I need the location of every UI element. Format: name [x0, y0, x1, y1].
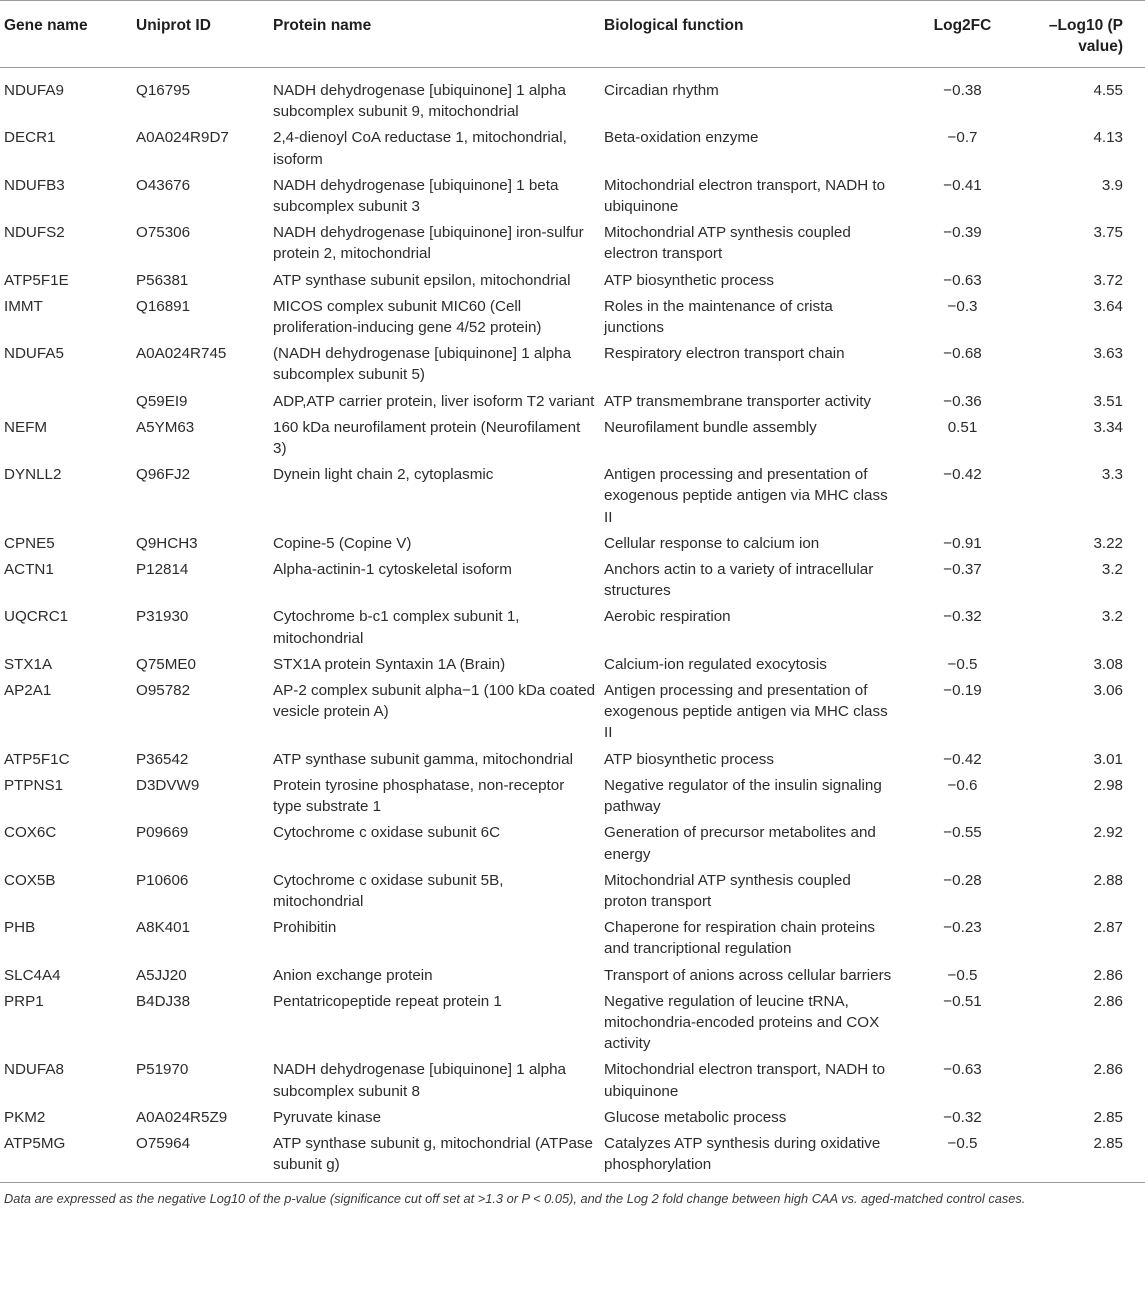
cell-protein-name: ADP,ATP carrier protein, liver isoform T2 variant: [273, 392, 595, 410]
cell-log10p: 3.22: [1093, 534, 1123, 552]
cell-gene-name: ATP5F1E: [4, 271, 69, 289]
cell-protein-name: Dynein light chain 2, cytoplasmic: [273, 466, 494, 484]
table-row: [0, 917, 1145, 964]
cell-uniprot-id: A5JJ20: [136, 966, 187, 984]
cell-biological-function: Mitochondrial ATP synthesis coupled proton transport: [604, 871, 851, 910]
header-gene-name: Gene name: [0, 1, 132, 68]
cell-protein-name: AP-2 complex subunit alpha−1 (100 kDa coated vesicle protein A): [273, 682, 596, 721]
cell-gene-name: COX6C: [4, 824, 57, 842]
cell-uniprot-id: P09669: [136, 824, 189, 842]
cell-uniprot-id: Q96FJ2: [136, 466, 191, 484]
cell-protein-name: NADH dehydrogenase [ubiquinone] 1 alpha subcomplex subunit 8: [273, 1061, 566, 1100]
cell-log10p: 2.92: [1093, 824, 1123, 842]
table-row: [0, 1133, 1145, 1183]
cell-protein-name: MICOS complex subunit MIC60 (Cell proliferation-inducing gene 4/52 protein): [273, 297, 542, 337]
table-row: [0, 222, 1145, 269]
cell-protein-name: Prohibitin: [273, 919, 337, 937]
cell-log10p: 3.63: [1093, 345, 1123, 363]
cell-log10p: 3.64: [1093, 297, 1123, 315]
table-row: [0, 870, 1145, 917]
cell-log2fc: −0.28: [943, 871, 982, 889]
cell-protein-name: ATP synthase subunit g, mitochondrial (ATPase subunit g): [269, 1133, 600, 1183]
cell-uniprot-id: P31930: [136, 608, 189, 626]
cell-gene-name: NDUFA8: [4, 1061, 64, 1079]
cell-protein-name: NADH dehydrogenase [ubiquinone] iron-sulfur protein 2, mitochondrial: [273, 224, 584, 263]
cell-log10p: 2.85: [1025, 1133, 1145, 1183]
cell-log2fc: −0.68: [943, 345, 982, 363]
cell-log2fc: −0.5: [947, 655, 978, 673]
cell-gene-name: ATP5MG: [0, 1133, 132, 1183]
cell-biological-function: Generation of precursor metabolites and energy: [604, 824, 876, 863]
table-row: [0, 775, 1145, 822]
cell-uniprot-id: P36542: [136, 750, 189, 768]
cell-log2fc: −0.41: [943, 176, 982, 194]
table-footnote: Data are expressed as the negative Log10 of the p-value (significance cut off set at >1.3 or P < 0.05), and the Log 2 fold change between high CAA vs. aged-matched control cases.: [4, 1191, 1026, 1207]
cell-uniprot-id: A0A024R745: [136, 345, 227, 363]
cell-protein-name: Protein tyrosine phosphatase, non-receptor type substrate 1: [273, 776, 565, 816]
cell-gene-name: DYNLL2: [4, 466, 62, 484]
cell-biological-function: Transport of anions across cellular barriers: [604, 966, 892, 984]
cell-uniprot-id: A0A024R5Z9: [136, 1108, 228, 1126]
table-row: [0, 343, 1145, 390]
cell-uniprot-id: Q59EI9: [136, 392, 188, 410]
table-row: [0, 991, 1145, 1060]
header-uniprot-id: Uniprot ID: [132, 1, 269, 68]
cell-log2fc: −0.63: [943, 1061, 982, 1079]
cell-log10p: 3.72: [1093, 271, 1123, 289]
cell-biological-function: Aerobic respiration: [604, 608, 731, 626]
cell-protein-name: Anion exchange protein: [273, 966, 433, 984]
cell-biological-function: Roles in the maintenance of crista junctions: [604, 297, 833, 337]
cell-log2fc: −0.42: [943, 466, 982, 484]
table-row: [0, 68, 1145, 128]
cell-log2fc: −0.63: [943, 271, 982, 289]
cell-gene-name: ATP5F1C: [4, 750, 70, 768]
cell-log10p: 2.85: [1093, 1108, 1123, 1126]
cell-biological-function: ATP biosynthetic process: [604, 750, 774, 768]
cell-uniprot-id: O95782: [136, 682, 191, 700]
table-row: [0, 533, 1145, 559]
cell-biological-function: Mitochondrial ATP synthesis coupled electron transport: [604, 224, 851, 263]
cell-log10p: 3.51: [1093, 392, 1123, 410]
cell-uniprot-id: A0A024R9D7: [136, 129, 229, 147]
header-log2fc: Log2FC: [900, 1, 1025, 68]
cell-log2fc: −0.7: [947, 129, 978, 147]
cell-biological-function: Cellular response to calcium ion: [604, 534, 820, 552]
cell-log2fc: −0.5: [947, 966, 978, 984]
header-row: [0, 1, 1145, 68]
table-row: [0, 417, 1145, 464]
table-row: [0, 391, 1145, 417]
table-row: [0, 606, 1145, 653]
cell-uniprot-id: O75964: [132, 1133, 269, 1183]
cell-gene-name: NDUFB3: [4, 176, 65, 194]
table-row: [0, 1059, 1145, 1106]
cell-gene-name: NDUFS2: [4, 224, 65, 242]
header-log10p: –Log10 (P value): [1025, 1, 1145, 68]
table-row: [0, 654, 1145, 680]
cell-uniprot-id: A8K401: [136, 919, 191, 937]
cell-biological-function: ATP biosynthetic process: [604, 271, 774, 289]
cell-log10p: 2.86: [1093, 992, 1123, 1010]
table-row: [0, 965, 1145, 991]
cell-log10p: 3.08: [1093, 655, 1123, 673]
cell-biological-function: Circadian rhythm: [604, 82, 719, 99]
cell-uniprot-id: P51970: [136, 1061, 189, 1079]
cell-biological-function: Anchors actin to a variety of intracellular structures: [604, 561, 874, 600]
cell-log10p: 2.87: [1093, 919, 1123, 937]
cell-protein-name: ATP synthase subunit epsilon, mitochondrial: [273, 271, 571, 289]
cell-log10p: 4.13: [1093, 129, 1123, 147]
cell-log2fc: −0.55: [943, 824, 982, 842]
cell-log10p: 3.2: [1101, 561, 1123, 579]
cell-protein-name: 2,4-dienoyl CoA reductase 1, mitochondrial, isoform: [273, 129, 567, 168]
cell-protein-name: Copine-5 (Copine V): [273, 534, 412, 552]
cell-gene-name: NDUFA9: [4, 82, 64, 99]
cell-log2fc: −0.36: [943, 392, 982, 410]
table-row: [0, 822, 1145, 869]
cell-log2fc: −0.23: [943, 919, 982, 937]
cell-log2fc: −0.32: [943, 608, 982, 626]
cell-log2fc: −0.38: [943, 82, 982, 99]
cell-log10p: 2.88: [1093, 871, 1123, 889]
cell-log10p: 3.06: [1093, 682, 1123, 700]
cell-uniprot-id: P12814: [136, 561, 189, 579]
cell-protein-name: NADH dehydrogenase [ubiquinone] 1 beta subcomplex subunit 3: [273, 176, 559, 216]
cell-protein-name: Alpha-actinin-1 cytoskeletal isoform: [273, 561, 512, 579]
cell-log10p: 2.86: [1093, 966, 1123, 984]
cell-protein-name: NADH dehydrogenase [ubiquinone] 1 alpha subcomplex subunit 9, mitochondrial: [273, 82, 566, 121]
cell-uniprot-id: Q75ME0: [136, 655, 196, 673]
table-row: [0, 559, 1145, 606]
cell-log2fc: −0.42: [943, 750, 982, 768]
cell-gene-name: NDUFA5: [4, 345, 64, 363]
cell-log2fc: −0.6: [947, 776, 978, 794]
table-row: [0, 175, 1145, 222]
cell-biological-function: ATP transmembrane transporter activity: [604, 392, 872, 410]
table-row: [0, 270, 1145, 296]
table-body: [0, 68, 1145, 1183]
cell-protein-name: Cytochrome b-c1 complex subunit 1, mitochondrial: [273, 608, 520, 647]
cell-gene-name: PRP1: [4, 992, 44, 1010]
cell-uniprot-id: A5YM63: [136, 418, 195, 436]
cell-biological-function: Calcium-ion regulated exocytosis: [604, 655, 827, 673]
table-row: [0, 680, 1145, 749]
cell-uniprot-id: O75306: [136, 224, 191, 242]
cell-gene-name: NEFM: [4, 418, 48, 436]
cell-log2fc: −0.51: [943, 992, 982, 1010]
table-row: [0, 749, 1145, 775]
cell-log2fc: −0.3: [947, 297, 978, 315]
cell-gene-name: UQCRC1: [4, 608, 69, 626]
cell-uniprot-id: B4DJ38: [136, 992, 191, 1010]
cell-uniprot-id: Q16795: [136, 82, 191, 99]
cell-log10p: 2.86: [1093, 1061, 1123, 1079]
cell-gene-name: [0, 391, 132, 417]
cell-protein-name: Cytochrome c oxidase subunit 5B, mitochondrial: [273, 871, 504, 910]
cell-gene-name: IMMT: [4, 297, 43, 315]
cell-protein-name: (NADH dehydrogenase [ubiquinone] 1 alpha subcomplex subunit 5): [273, 345, 572, 384]
cell-log2fc: −0.19: [943, 682, 982, 700]
table-row: [0, 127, 1145, 174]
cell-uniprot-id: O43676: [136, 176, 191, 194]
cell-protein-name: Pyruvate kinase: [273, 1108, 382, 1126]
cell-biological-function: Mitochondrial electron transport, NADH to ubiquinone: [604, 1061, 886, 1100]
cell-log2fc: −0.5: [900, 1133, 1025, 1183]
cell-gene-name: PTPNS1: [4, 776, 64, 794]
cell-biological-function: Respiratory electron transport chain: [604, 345, 845, 363]
cell-log10p: 2.98: [1093, 776, 1123, 794]
cell-biological-function: Glucose metabolic process: [604, 1108, 787, 1126]
cell-gene-name: ACTN1: [4, 561, 54, 579]
header-protein-name: Protein name: [269, 1, 600, 68]
cell-log10p: 4.55: [1093, 82, 1123, 99]
cell-log10p: 3.9: [1101, 176, 1123, 194]
cell-log2fc: −0.37: [943, 561, 982, 579]
table-row: [0, 1107, 1145, 1133]
cell-biological-function: Chaperone for respiration chain proteins and trancriptional regulation: [604, 919, 876, 958]
cell-log2fc: −0.39: [943, 224, 982, 242]
table-row: [0, 464, 1145, 533]
cell-gene-name: AP2A1: [4, 682, 52, 700]
cell-gene-name: DECR1: [4, 129, 56, 147]
cell-gene-name: SLC4A4: [4, 966, 61, 984]
cell-log2fc: −0.32: [943, 1108, 982, 1126]
cell-biological-function: Antigen processing and presentation of exogenous peptide antigen via MHC class II: [604, 682, 888, 742]
cell-gene-name: CPNE5: [4, 534, 55, 552]
cell-gene-name: PHB: [4, 919, 36, 937]
cell-log10p: 3.3: [1101, 466, 1123, 484]
cell-protein-name: Pentatricopeptide repeat protein 1: [273, 992, 502, 1010]
cell-biological-function: Neurofilament bundle assembly: [604, 418, 817, 436]
cell-log10p: 3.01: [1093, 750, 1123, 768]
cell-gene-name: PKM2: [4, 1108, 46, 1126]
cell-uniprot-id: P56381: [136, 271, 189, 289]
cell-log10p: 3.34: [1093, 418, 1123, 436]
cell-uniprot-id: P10606: [136, 871, 189, 889]
cell-log2fc: −0.91: [943, 534, 982, 552]
cell-protein-name: ATP synthase subunit gamma, mitochondrial: [273, 750, 573, 768]
cell-biological-function: Catalyzes ATP synthesis during oxidative phosphorylation: [600, 1133, 900, 1183]
cell-uniprot-id: D3DVW9: [136, 776, 200, 794]
cell-protein-name: Cytochrome c oxidase subunit 6C: [273, 824, 501, 842]
cell-biological-function: Negative regulation of leucine tRNA, mitochondria-encoded proteins and COX activity: [604, 992, 880, 1053]
header-biological-function: Biological function: [600, 1, 900, 68]
table-row: [0, 296, 1145, 343]
cell-biological-function: Antigen processing and presentation of exogenous peptide antigen via MHC class II: [604, 466, 888, 526]
cell-log10p: 3.2: [1101, 608, 1123, 626]
cell-gene-name: COX5B: [4, 871, 56, 889]
cell-gene-name: STX1A: [4, 655, 53, 673]
cell-protein-name: 160 kDa neurofilament protein (Neurofilament 3): [273, 418, 581, 458]
cell-protein-name: STX1A protein Syntaxin 1A (Brain): [273, 655, 506, 673]
cell-log2fc: 0.51: [947, 418, 978, 436]
table-header: [0, 1, 1145, 68]
cell-uniprot-id: Q16891: [136, 297, 191, 315]
cell-uniprot-id: Q9HCH3: [136, 534, 198, 552]
cell-biological-function: Mitochondrial electron transport, NADH to ubiquinone: [604, 176, 886, 216]
cell-biological-function: Negative regulator of the insulin signaling pathway: [604, 776, 882, 816]
cell-log10p: 3.75: [1093, 224, 1123, 242]
cell-biological-function: Beta-oxidation enzyme: [604, 129, 759, 147]
